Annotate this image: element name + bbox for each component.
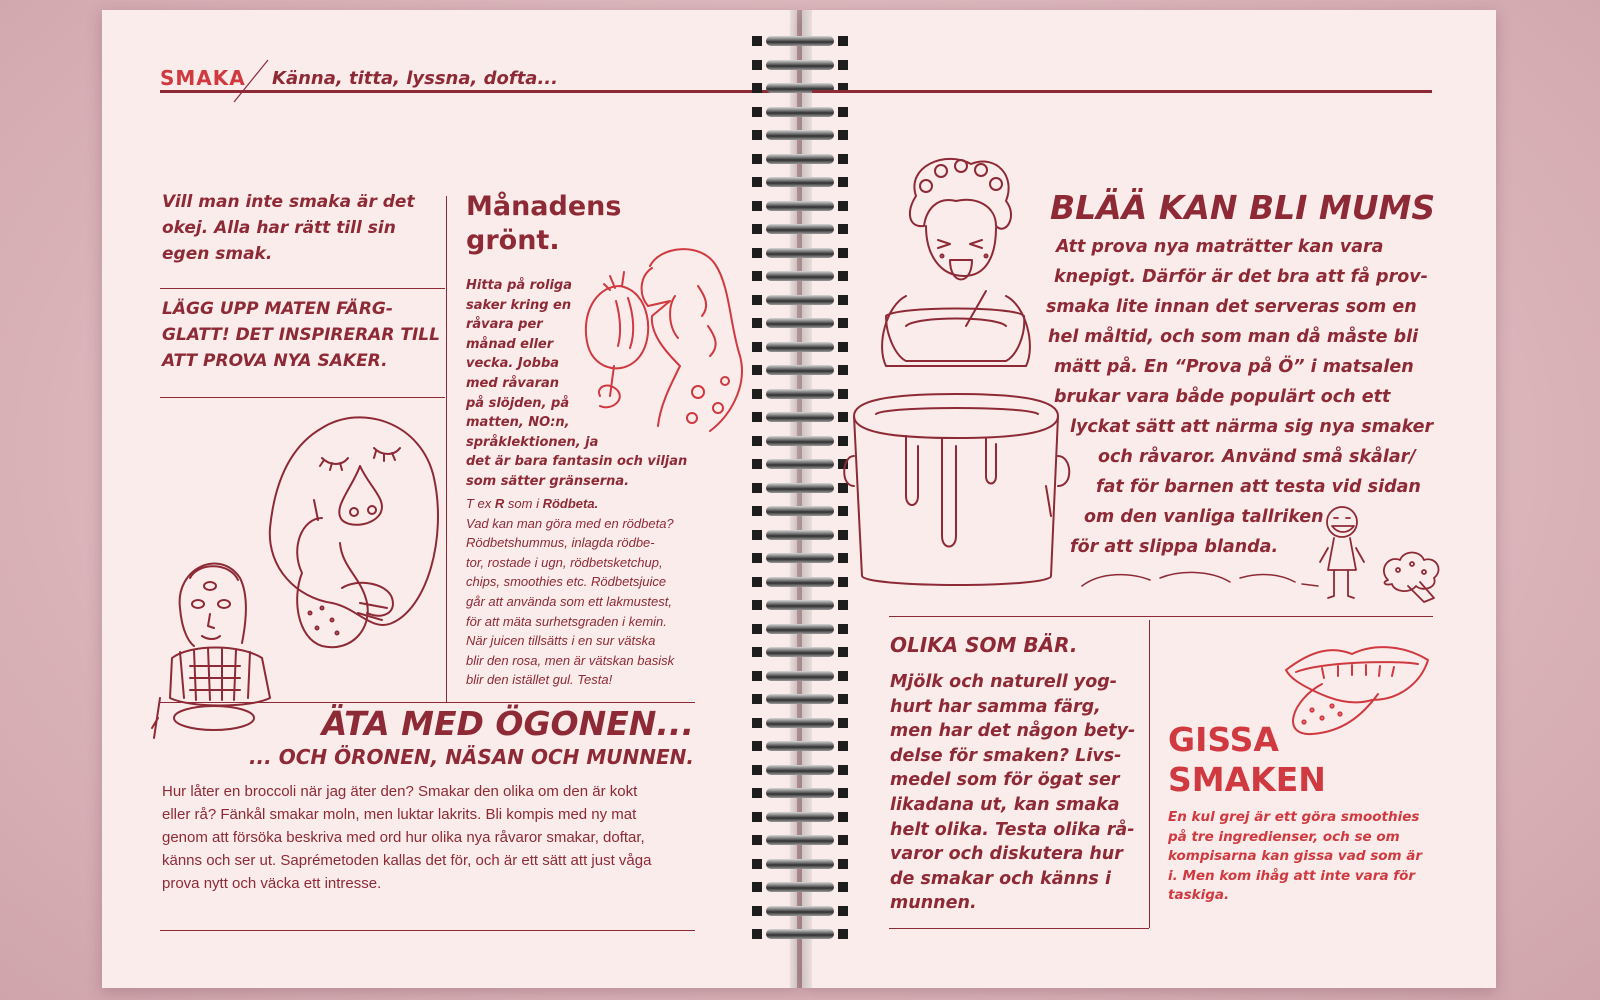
monthly-line: på slöjden, på	[466, 395, 570, 411]
monthly-line: som sätter gränserna.	[466, 473, 630, 489]
binding-hole	[752, 530, 762, 540]
spiral-ring	[766, 788, 834, 798]
olika-line: varor och diskutera hur	[890, 844, 1123, 865]
blaa-line: om den vanliga tallriken	[1084, 507, 1324, 527]
binding-hole	[838, 765, 848, 775]
divider	[160, 930, 695, 931]
spiral-ring	[766, 741, 834, 751]
blaa-line: knepigt. Därför är det bra att få prov-	[1054, 267, 1428, 287]
binding-hole	[752, 295, 762, 305]
spiral-ring	[766, 318, 834, 328]
spiral-ring	[766, 718, 834, 728]
blaa-title: BLÄÄ KAN BLI MUMS	[1050, 188, 1436, 227]
monthly-line: månad eller	[466, 336, 554, 352]
eyes-subtitle: ... OCH ÖRONEN, NÄSAN OCH MUNNEN.	[248, 745, 694, 769]
binding-hole	[838, 929, 848, 939]
blaa-body	[1040, 232, 1440, 562]
spiral-ring	[766, 154, 834, 164]
monthly-example	[466, 494, 726, 690]
binding-hole	[752, 154, 762, 164]
olika-line: hurt har samma färg,	[890, 696, 1101, 717]
binding-hole	[752, 36, 762, 46]
spiral-ring	[766, 671, 834, 681]
binding-hole	[838, 718, 848, 728]
eyes-body-line: genom att försöka beskriva med ord hur olika nya råvaror smakar, doftar,	[162, 829, 645, 846]
spiral-ring	[766, 906, 834, 916]
binding-hole	[838, 906, 848, 916]
spiral-ring	[766, 60, 834, 70]
binding-hole	[752, 271, 762, 281]
spiral-binding	[760, 36, 840, 966]
binding-hole	[752, 60, 762, 70]
eyes-body-line: prova nytt och väcka ett intresse.	[162, 875, 382, 892]
spiral-ring	[766, 295, 834, 305]
spiral-ring	[766, 130, 834, 140]
binding-hole	[838, 788, 848, 798]
blaa-line: smaka lite innan det serveras som en	[1046, 297, 1417, 317]
olika-line: munnen.	[890, 893, 977, 914]
olika-line: medel som för ögat ser	[890, 770, 1120, 791]
olika-line: men har det någon bety-	[890, 721, 1136, 742]
binding-hole	[838, 60, 848, 70]
detail-line: tor, rostade i ugn, rödbetsketchup,	[466, 554, 663, 570]
spiral-ring	[766, 483, 834, 493]
monthly-line: med råvaran	[466, 375, 560, 391]
olika-line: likadana ut, kan smaka	[890, 794, 1120, 815]
binding-hole	[752, 788, 762, 798]
gissa-title	[1168, 720, 1326, 800]
eyes-body-line: eller rå? Fänkål smakar moln, men luktar lakrits. Bli kompis med ny mat	[162, 806, 637, 823]
binding-hole	[752, 483, 762, 493]
spiral-ring	[766, 624, 834, 634]
blaa-line: brukar vara både populärt och ett	[1054, 387, 1391, 407]
detail-line: går att använda som ett lakmustest,	[466, 593, 672, 609]
binding-hole	[752, 506, 762, 516]
tip-text: LÄGG UPP MATEN FÄRG-GLATT! DET INSPIRERAR TILL ATT PROVA NYA SAKER.	[162, 299, 440, 371]
detail-line: När juicen tillsätts i en sur vätska	[466, 633, 656, 649]
monthly-title-line1: Månadens	[466, 191, 622, 222]
binding-hole	[838, 600, 848, 610]
binding-hole	[752, 389, 762, 399]
binding-hole	[752, 624, 762, 634]
binding-hole	[752, 906, 762, 916]
binding-hole	[752, 741, 762, 751]
spiral-ring	[766, 177, 834, 187]
detail-line: blir den istället gul. Testa!	[466, 672, 613, 688]
spiral-ring	[766, 342, 834, 352]
spiral-ring	[766, 812, 834, 822]
olika-body	[890, 670, 1150, 916]
binding-hole	[752, 248, 762, 258]
binding-hole	[838, 694, 848, 704]
binding-hole	[752, 647, 762, 657]
binding-hole	[838, 671, 848, 681]
monthly-line: språklektionen, ja	[466, 434, 599, 450]
spiral-ring	[766, 600, 834, 610]
divider	[889, 616, 1433, 617]
spiral-ring	[766, 436, 834, 446]
binding-hole	[838, 882, 848, 892]
blaa-line: hel måltid, och som man då måste bli	[1048, 327, 1419, 347]
monthly-line: vecka. Jobba	[466, 356, 560, 372]
blaa-line: och råvaror. Använd små skålar/	[1098, 447, 1416, 467]
spiral-ring	[766, 929, 834, 939]
binding-hole	[752, 577, 762, 587]
spiral-ring	[766, 694, 834, 704]
monthly-title-line2: grönt.	[466, 225, 560, 256]
spiral-ring	[766, 224, 834, 234]
binding-hole	[752, 83, 762, 93]
monthly-line: saker kring en	[466, 297, 572, 313]
binding-hole	[838, 859, 848, 869]
olika-line: de smakar och känns i	[890, 868, 1111, 889]
binding-hole	[752, 671, 762, 681]
binding-hole	[752, 718, 762, 728]
binding-hole	[838, 647, 848, 657]
header-rule-left	[160, 90, 792, 93]
spiral-ring	[766, 647, 834, 657]
binding-hole	[752, 177, 762, 187]
binding-hole	[752, 201, 762, 211]
binding-hole	[752, 436, 762, 446]
header-rule-right	[812, 90, 1432, 93]
spiral-ring	[766, 459, 834, 469]
binding-hole	[752, 882, 762, 892]
header-slash	[228, 58, 278, 108]
spiral-ring	[766, 201, 834, 211]
section-title: SMAKA	[160, 66, 246, 90]
intro-text: Vill man inte smaka är det okej. Alla har rätt till sin egen smak.	[162, 192, 415, 264]
binding-hole	[752, 224, 762, 234]
blaa-line: lyckat sätt att närma sig nya smaker	[1070, 417, 1434, 437]
binding-hole	[752, 859, 762, 869]
spiral-ring	[766, 882, 834, 892]
binding-hole	[838, 835, 848, 845]
blaa-line: för att slippa blanda.	[1070, 537, 1279, 557]
spiral-ring	[766, 859, 834, 869]
spiral-ring	[766, 271, 834, 281]
eyes-body-line: Hur låter en broccoli när jag äter den? Smakar den olika om den är kokt	[162, 783, 638, 800]
monthly-line: det är bara fantasin och viljan	[466, 454, 688, 470]
motion-lines	[1080, 566, 1320, 596]
binding-hole	[752, 130, 762, 140]
spiral-ring	[766, 835, 834, 845]
binding-hole	[752, 929, 762, 939]
monthly-line: Hitta på roliga	[466, 278, 572, 293]
divider	[160, 288, 445, 289]
binding-hole	[838, 130, 848, 140]
gissa-title-line1: GISSA	[1168, 720, 1279, 759]
spiral-ring	[766, 577, 834, 587]
binding-hole	[752, 107, 762, 117]
eyes-title: ÄTA MED ÖGONEN...	[321, 704, 694, 743]
spiral-ring	[766, 365, 834, 375]
blaa-line: Att prova nya maträtter kan vara	[1056, 237, 1384, 257]
small-boy-illustration	[1312, 504, 1372, 604]
binding-hole	[838, 812, 848, 822]
binding-hole	[752, 318, 762, 328]
binding-hole	[752, 765, 762, 775]
binding-hole	[838, 741, 848, 751]
divider	[160, 397, 445, 398]
spiral-ring	[766, 506, 834, 516]
gissa-title-line2: SMAKEN	[1168, 760, 1326, 799]
binding-hole	[838, 624, 848, 634]
spiral-ring	[766, 389, 834, 399]
gissa-line: på tre ingredienser, och se om	[1168, 828, 1400, 845]
binding-hole	[752, 342, 762, 352]
binding-hole	[752, 694, 762, 704]
binding-hole	[838, 107, 848, 117]
blaa-line: fat för barnen att testa vid sidan	[1096, 477, 1421, 497]
detail-line: blir den rosa, men är vätskan basisk	[466, 652, 675, 668]
eyes-body	[162, 780, 702, 895]
binding-hole	[752, 365, 762, 375]
divider	[889, 928, 1149, 929]
beet-eating-woman-illustration	[580, 246, 750, 446]
binding-hole	[752, 812, 762, 822]
pear-face-illustration	[262, 408, 452, 678]
spiral-ring	[766, 248, 834, 258]
spiral-ring	[766, 553, 834, 563]
three-eyed-girl-illustration	[150, 548, 290, 748]
detail-line: för att mäta surhetsgraden i kemin.	[466, 613, 667, 629]
binding-hole	[752, 459, 762, 469]
eyes-body-line: känns och ser ut. Saprémetoden kallas det för, och är ett sätt att just våga	[162, 852, 652, 869]
olika-line: delse för smaken? Livs-	[890, 745, 1122, 766]
detail-line: Rödbetshummus, inlagda rödbe-	[466, 535, 655, 551]
spiral-ring	[766, 530, 834, 540]
monthly-line: råvara per	[466, 317, 543, 333]
spiral-ring	[766, 412, 834, 422]
binding-hole	[752, 412, 762, 422]
gissa-line: i. Men kom ihåg att inte vara för	[1168, 867, 1416, 884]
gissa-line: En kul grej är ett göra smoothies	[1168, 809, 1420, 825]
detail-line: chips, smoothies etc. Rödbetsjuice	[466, 574, 667, 590]
olika-title: OLIKA SOM BÄR.	[890, 633, 1078, 657]
blaa-line: mätt på. En “Prova på Ö” i matsalen	[1054, 357, 1414, 377]
gissa-line: taskiga.	[1168, 887, 1230, 903]
binding-hole	[752, 553, 762, 563]
spiral-ring	[766, 765, 834, 775]
spiral-ring	[766, 36, 834, 46]
spiral-ring	[766, 107, 834, 117]
gissa-line: kompisarna kan gissa vad som är	[1168, 848, 1423, 864]
binding-hole	[752, 835, 762, 845]
divider	[160, 702, 695, 703]
monthly-line: matten, NO:n,	[466, 415, 570, 431]
binding-hole	[838, 36, 848, 46]
detail-line: Vad kan man göra med en rödbeta?	[466, 515, 674, 531]
section-subtitle: Känna, titta, lyssna, dofta...	[272, 68, 558, 89]
gissa-body	[1168, 808, 1438, 906]
olika-line: Mjölk och naturell yog-	[890, 672, 1118, 692]
example-line: T ex R som i Rödbeta.	[466, 496, 599, 511]
binding-hole	[752, 600, 762, 610]
broccoli-illustration	[1378, 550, 1458, 610]
olika-line: helt olika. Testa olika rå-	[890, 819, 1135, 840]
